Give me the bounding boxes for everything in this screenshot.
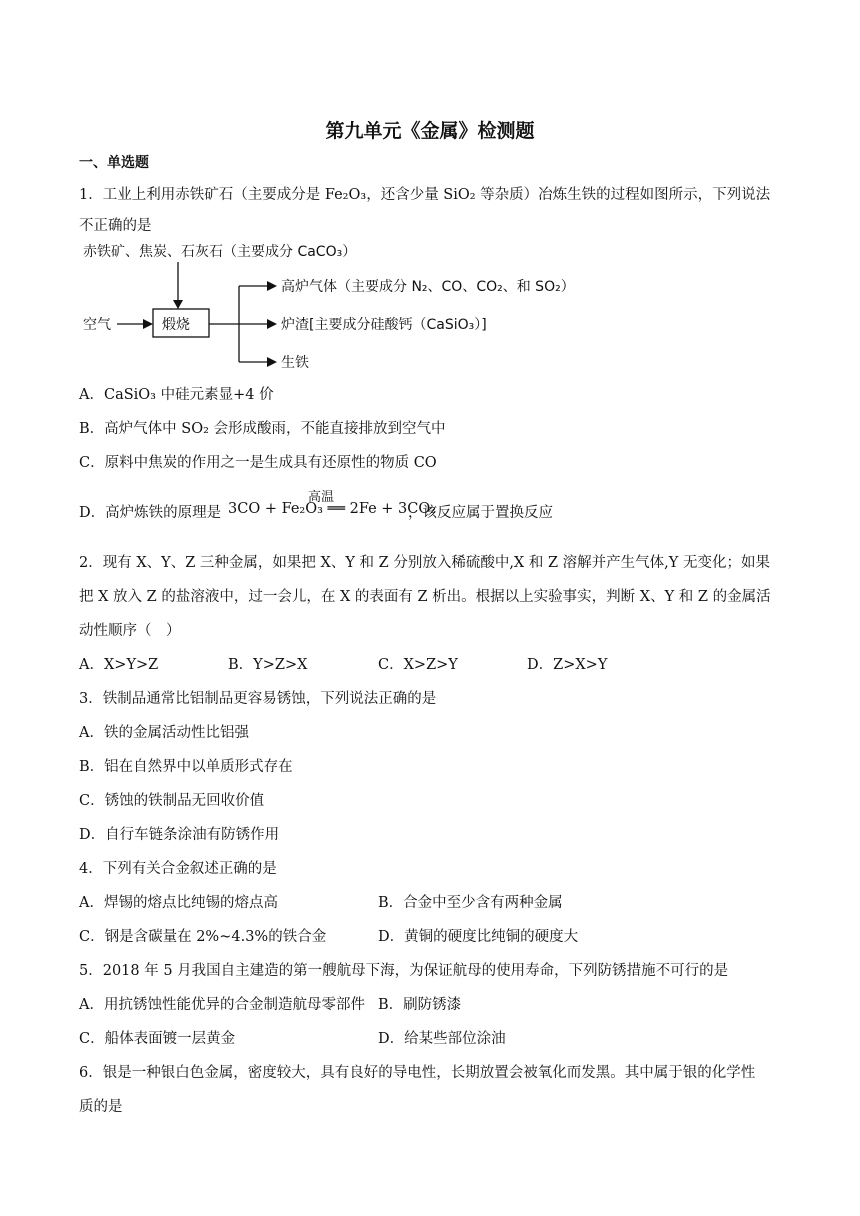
q4-option-c: C．钢是含碳量在 2%~4.3%的铁合金 — [79, 929, 327, 945]
q1-process-diagram — [79, 240, 639, 372]
q2-line2: 把 X 放入 Z 的盐溶液中，过一会儿，在 X 的表面有 Z 析出。根据以上实验事实，判断 X、Y 和 Z 的金属活 — [79, 589, 771, 605]
section-heading: 一、单选题 — [79, 155, 149, 171]
q1-option-b: B．高炉气体中 SO₂ 会形成酸雨，不能直接排放到空气中 — [79, 421, 446, 437]
q5-stem: 5．2018 年 5 月我国自主建造的第一艘航母下海，为保证航母的使用寿命，下列防锈措施不可行的是 — [79, 963, 729, 979]
q1-option-d-suffix: ，该反应属于置换反应 — [408, 505, 553, 521]
q4-option-a: A．焊锡的熔点比纯锡的熔点高 — [79, 895, 278, 911]
q2-option-d: D．Z>X>Y — [527, 657, 608, 673]
q2-line1: 2．现有 X、Y、Z 三种金属，如果把 X、Y 和 Z 分别放入稀硫酸中,X 和 Z 溶解并产生气体,Y 无变化；如果 — [79, 555, 770, 571]
q2-option-a: A．X>Y>Z — [79, 657, 159, 673]
q1-option-d-prefix: D．高炉炼铁的原理是 — [79, 505, 222, 521]
q6-line2: 质的是 — [79, 1099, 123, 1115]
q3-stem: 3．铁制品通常比铝制品更容易锈蚀，下列说法正确的是 — [79, 691, 437, 707]
q3-option-c: C．锈蚀的铁制品无回收价值 — [79, 793, 265, 809]
q4-option-d: D．黄铜的硬度比纯铜的硬度大 — [378, 929, 579, 945]
q2-line3: 动性顺序（ ） — [79, 623, 181, 639]
q5-option-a: A．用抗锈蚀性能优异的合金制造航母零部件 — [79, 997, 365, 1013]
q1-option-a: A．CaSiO₃ 中硅元素显+4 价 — [79, 387, 274, 403]
q3-option-d: D．自行车链条涂油有防锈作用 — [79, 827, 280, 843]
q5-option-c: C．船体表面镀一层黄金 — [79, 1031, 236, 1047]
q5-option-b: B．刷防锈漆 — [378, 997, 462, 1013]
diagram-furnace-label: 煅烧 — [162, 317, 190, 333]
q6-line1: 6．银是一种银白色金属，密度较大，具有良好的导电性，长期放置会被氧化而发黑。其中属于银的化学性 — [79, 1065, 756, 1081]
q2-option-c: C．X>Z>Y — [378, 657, 458, 673]
q4-option-b: B．合金中至少含有两种金属 — [378, 895, 563, 911]
q2-option-b: B．Y>Z>X — [228, 657, 308, 673]
diagram-output-slag: 炉渣[主要成分硅酸钙（CaSiO₃）] — [281, 317, 487, 333]
q1-option-c: C．原料中焦炭的作用之一是生成具有还原性的物质 CO — [79, 455, 437, 471]
reaction-condition: 高温 — [308, 490, 335, 505]
q5-option-d: D．给某些部位涂油 — [378, 1031, 506, 1047]
q3-option-a: A．铁的金属活动性比铝强 — [79, 725, 249, 741]
q1-stem-line1: 1．工业上利用赤铁矿石（主要成分是 Fe₂O₃，还含少量 SiO₂ 等杂质）冶炼生铁的过程如图所示，下列说法 — [79, 187, 771, 203]
diagram-output-gas: 高炉气体（主要成分 N₂、CO、CO₂、和 SO₂） — [281, 279, 575, 295]
q1-stem-line2: 不正确的是 — [79, 218, 152, 234]
diagram-inputs-label: 赤铁矿、焦炭、石灰石（主要成分 CaCO₃） — [83, 244, 357, 260]
q4-stem: 4．下列有关合金叙述正确的是 — [79, 861, 277, 877]
reaction-equation: 3CO + Fe₂O₃ ══ 2Fe + 3CO₂ — [228, 501, 437, 517]
page-title: 第九单元《金属》检测题 — [325, 120, 535, 142]
q3-option-b: B．铝在自然界中以单质形式存在 — [79, 759, 293, 775]
diagram-output-iron: 生铁 — [281, 355, 309, 371]
diagram-air-label: 空气 — [83, 317, 111, 333]
